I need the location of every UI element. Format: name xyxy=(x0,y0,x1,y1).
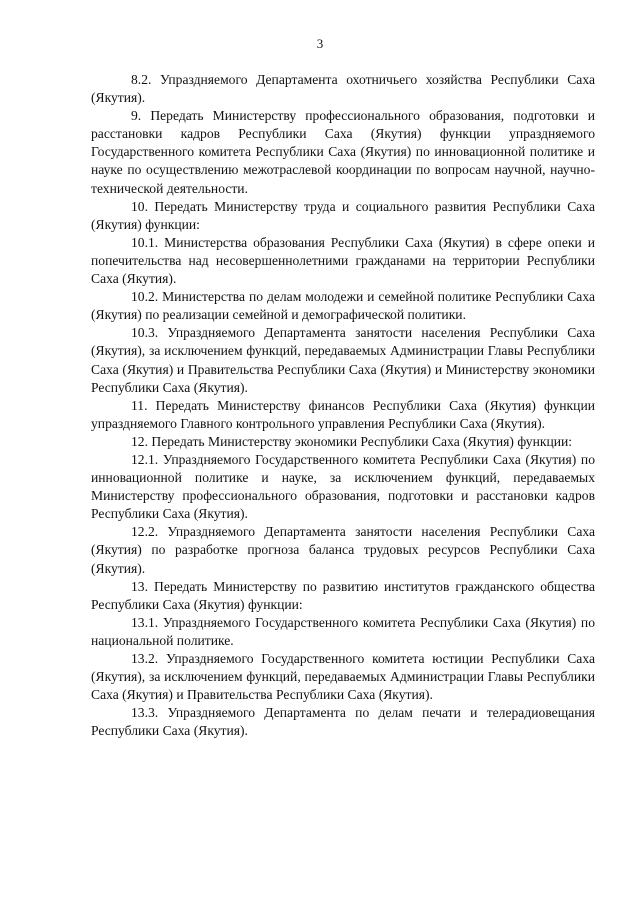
paragraph-9: 9. Передать Министерству профессионального образования, подготовки и расстановки кадров Республики Саха (Якутия) функции упраздняемого Государственного комитета Республики Саха (Якутия) по инновационной политике и науке по осуществлению межотраслевой координации по вопросам научной, научно-технической деятельности. xyxy=(91,108,595,196)
paragraph-10-3: 10.3. Упраздняемого Департамента занятости населения Республики Саха (Якутия), за исключением функций, передаваемых Администрации Главы Республики Саха (Якутия) и Правительства Республики Саха (Якутия) и Министерству экономики Республики Саха (Якутия). xyxy=(91,325,595,395)
paragraph-11: 11. Передать Министерству финансов Республики Саха (Якутия) функции упраздняемого Главного контрольного управления Республики Саха (Якутия). xyxy=(91,397,595,431)
page-number: 3 xyxy=(316,36,324,51)
paragraph-12-2: 12.2. Упраздняемого Департамента занятости населения Республики Саха (Якутия) по разработке прогноза баланса трудовых ресурсов Республики Саха (Якутия). xyxy=(91,524,595,576)
paragraph-13: 13. Передать Министерству по развитию институтов гражданского общества Республики Саха (Якутия) функции: xyxy=(91,578,595,612)
document-body xyxy=(91,71,595,740)
paragraph-13-3: 13.3. Упраздняемого Департамента по делам печати и телерадиовещания Республики Саха (Якутия). xyxy=(91,705,595,739)
paragraph-12: 12. Передать Министерству экономики Республики Саха (Якутия) функции: xyxy=(131,433,573,449)
paragraph-12-1: 12.1. Упраздняемого Государственного комитета Республики Саха (Якутия) по инновационной политике и науке, за исключением функций, передаваемых Министерству профессионального образования, подготовки и расстановки кадров Республики Саха (Якутия). xyxy=(91,451,595,522)
paragraph-10-1: 10.1. Министерства образования Республики Саха (Якутия) в сфере опеки и попечительства над несовершеннолетними гражданами на территории Республики Саха (Якутия). xyxy=(91,234,595,287)
paragraph-10-2: 10.2. Министерства по делам молодежи и семейной политике Республики Саха (Якутия) по реализации семейной и демографической политики. xyxy=(91,289,595,323)
paragraph-8-2: 8.2. Упраздняемого Департамента охотничьего хозяйства Республики Саха (Якутия). xyxy=(91,72,595,106)
paragraph-13-2: 13.2. Упраздняемого Государственного комитета юстиции Республики Саха (Якутия), за исключением функций, передаваемых Администрации Главы Республики Саха (Якутия) и Правительства Республики Саха (Якутия). xyxy=(91,651,595,703)
paragraph-13-1: 13.1. Упраздняемого Государственного комитета Республики Саха (Якутия) по национальной политике. xyxy=(91,614,595,648)
paragraph-10: 10. Передать Министерству труда и социального развития Республики Саха (Якутия) функции: xyxy=(91,198,595,232)
